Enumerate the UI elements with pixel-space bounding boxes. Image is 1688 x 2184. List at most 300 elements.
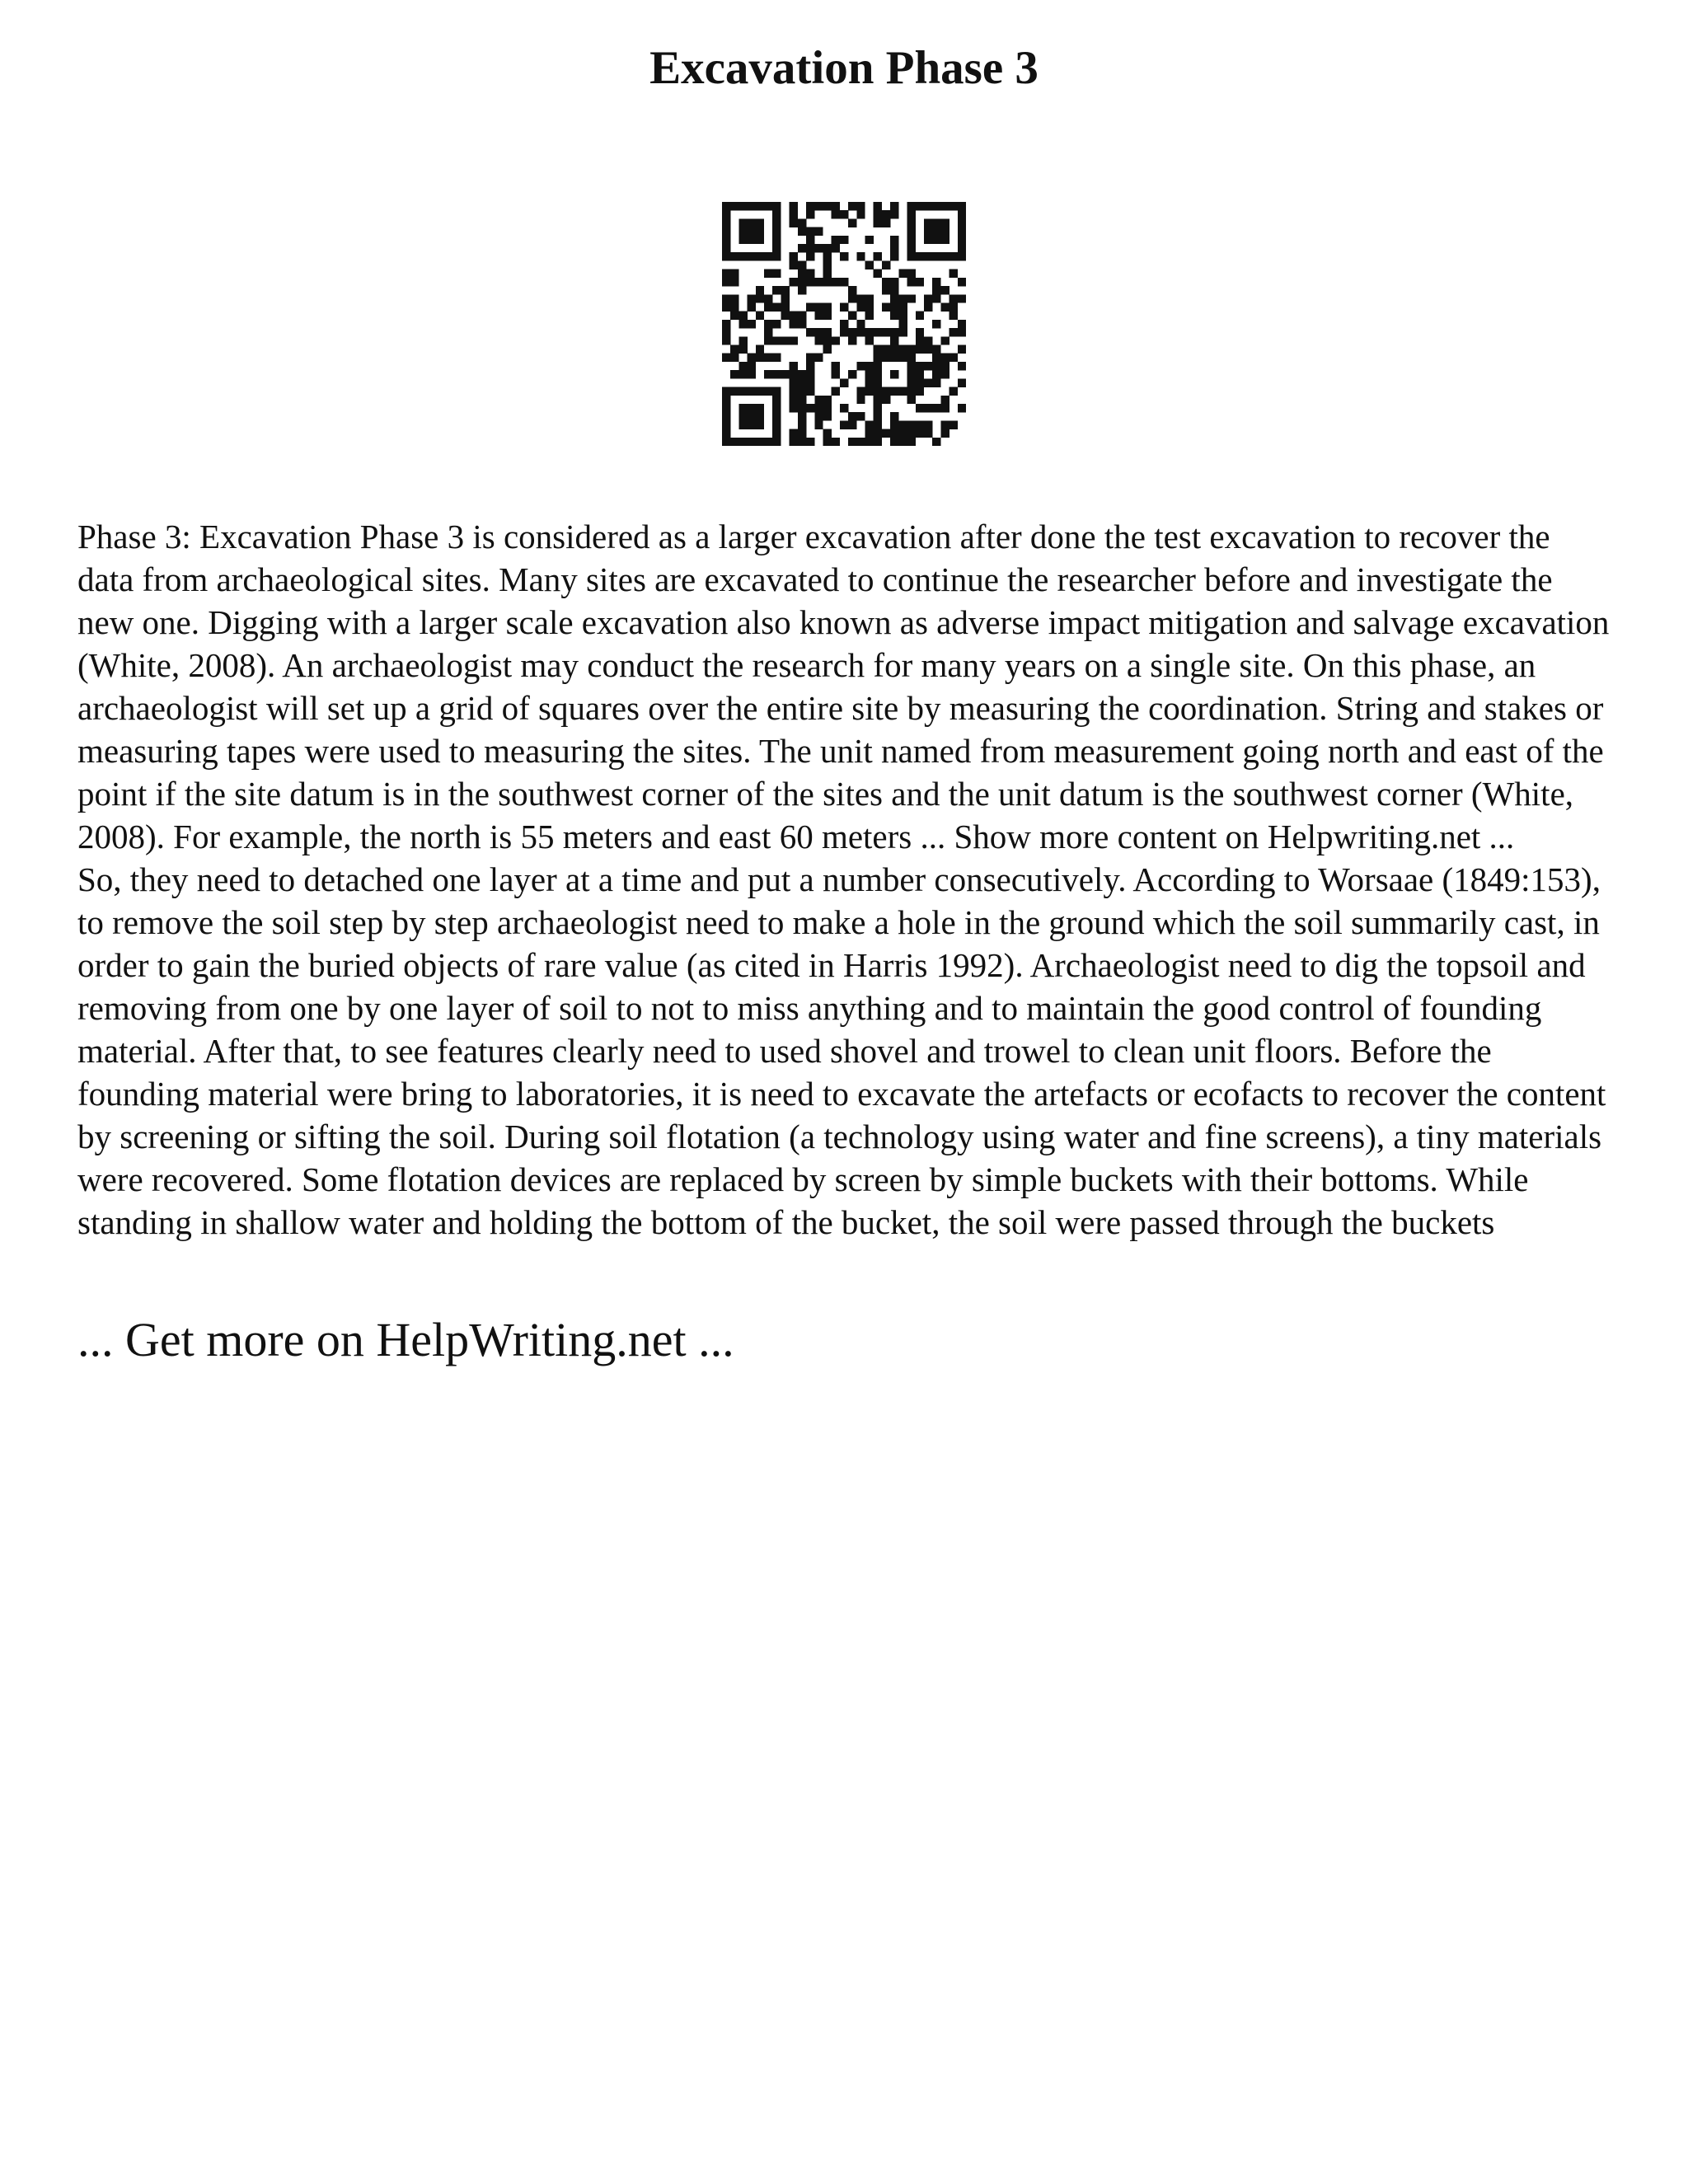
qr-module — [764, 294, 772, 302]
qr-module — [907, 227, 916, 236]
qr-module — [840, 378, 848, 387]
qr-module — [907, 396, 916, 404]
qr-module — [932, 345, 940, 354]
qr-module — [806, 202, 814, 210]
qr-module — [722, 420, 730, 429]
page-title: Excavation Phase 3 — [649, 42, 1039, 94]
qr-module — [814, 244, 823, 252]
qr-module — [924, 252, 932, 260]
qr-module — [898, 387, 907, 396]
qr-module — [907, 244, 916, 252]
qr-module — [840, 320, 848, 328]
qr-module — [772, 286, 781, 294]
qr-module — [738, 362, 747, 370]
qr-module — [798, 320, 806, 328]
qr-module — [916, 387, 924, 396]
qr-module — [722, 328, 730, 336]
qr-module — [781, 312, 789, 320]
qr-module — [814, 302, 823, 311]
qr-module — [730, 294, 738, 302]
qr-module — [907, 202, 916, 210]
qr-module — [790, 378, 798, 387]
qr-module — [865, 370, 874, 378]
qr-module — [806, 236, 814, 244]
qr-module — [814, 328, 823, 336]
qr-module — [958, 218, 966, 227]
qr-module — [958, 236, 966, 244]
qr-module — [865, 294, 874, 302]
qr-module — [890, 438, 898, 446]
qr-module — [756, 218, 764, 227]
qr-module — [916, 370, 924, 378]
qr-module — [722, 354, 730, 362]
qr-module — [940, 336, 949, 344]
qr-module — [890, 286, 898, 294]
qr-module — [950, 420, 958, 429]
qr-module — [748, 202, 756, 210]
qr-module — [840, 302, 848, 311]
qr-module — [790, 202, 798, 210]
qr-module — [832, 278, 840, 286]
qr-module — [958, 227, 966, 236]
qr-module — [722, 429, 730, 438]
qr-module — [916, 252, 924, 260]
qr-module — [798, 269, 806, 278]
qr-module — [738, 412, 747, 420]
qr-module — [764, 387, 772, 396]
qr-module — [814, 227, 823, 236]
qr-module — [958, 404, 966, 412]
qr-module — [848, 294, 856, 302]
qr-module — [940, 396, 949, 404]
qr-module — [772, 320, 781, 328]
qr-module — [865, 429, 874, 438]
qr-module — [832, 438, 840, 446]
qr-module — [806, 387, 814, 396]
qr-module — [730, 269, 738, 278]
qr-module — [738, 320, 747, 328]
qr-module — [730, 438, 738, 446]
qr-module — [907, 252, 916, 260]
qr-module — [798, 387, 806, 396]
qr-module — [730, 252, 738, 260]
qr-module — [790, 387, 798, 396]
qr-module — [764, 336, 772, 344]
qr-module — [950, 328, 958, 336]
qr-module — [940, 218, 949, 227]
qr-module — [890, 252, 898, 260]
qr-module — [932, 378, 940, 387]
qr-module — [898, 420, 907, 429]
qr-module — [874, 269, 882, 278]
qr-module — [756, 286, 764, 294]
qr-module — [907, 210, 916, 218]
qr-module — [898, 354, 907, 362]
qr-module — [764, 252, 772, 260]
qr-module — [840, 328, 848, 336]
qr-module — [865, 312, 874, 320]
paragraph-2: So, they need to detached one layer at a time and put a number consecutively. According to Worsaae (1849:153), to remove the soil step by step archaeologist need to make a hole in the ground which the soil summarily cast, in order to gain the buried objects of rare value (as cited in Harris 1992). Archaeologist need to dig the topsoil and removing from one by one layer of soil to not to miss anything and to maintain the good control of founding material. After that, to see features clearly need to used shovel and trowel to clean unit floors. Before the founding material were bring to laboratories, it is need to excavate the artefacts or ecofacts to recover the content by screening or sifting the soil. During soil flotation (a technology using water and fine screens), a tiny materials were recovered. Some flotation devices are replaced by screen by simple buckets with their bottoms. While standing in shallow water and holding the bottom of the bucket, the soil were passed through the buckets — [77, 860, 1606, 1241]
qr-module — [722, 412, 730, 420]
qr-module — [940, 420, 949, 429]
qr-module — [898, 302, 907, 311]
qr-module — [907, 438, 916, 446]
qr-module — [898, 320, 907, 328]
qr-module — [798, 404, 806, 412]
qr-module — [798, 218, 806, 227]
qr-module — [874, 210, 882, 218]
qr-module — [756, 252, 764, 260]
qr-module — [823, 278, 831, 286]
qr-module — [756, 412, 764, 420]
qr-module — [907, 236, 916, 244]
qr-module — [932, 227, 940, 236]
qr-module — [890, 244, 898, 252]
qr-module — [722, 302, 730, 311]
qr-module — [874, 429, 882, 438]
qr-module — [848, 328, 856, 336]
qr-module — [772, 354, 781, 362]
qr-module — [932, 404, 940, 412]
qr-module — [916, 420, 924, 429]
qr-module — [882, 278, 890, 286]
qr-module — [882, 218, 890, 227]
qr-module — [772, 302, 781, 311]
qr-module — [932, 294, 940, 302]
qr-module — [924, 218, 932, 227]
qr-module — [840, 278, 848, 286]
qr-module — [772, 336, 781, 344]
qr-module — [772, 236, 781, 244]
qr-module — [940, 286, 949, 294]
qr-module — [790, 218, 798, 227]
qr-module — [840, 420, 848, 429]
qr-module — [907, 387, 916, 396]
qr-module — [722, 404, 730, 412]
qr-module — [814, 396, 823, 404]
qr-module — [932, 362, 940, 370]
qr-module — [772, 210, 781, 218]
qr-module — [882, 429, 890, 438]
qr-module — [781, 336, 789, 344]
qr-module — [806, 227, 814, 236]
qr-module — [907, 345, 916, 354]
qr-module — [890, 302, 898, 311]
qr-module — [772, 370, 781, 378]
qr-module — [856, 362, 865, 370]
qr-module — [764, 328, 772, 336]
qr-module — [748, 420, 756, 429]
qr-module — [722, 294, 730, 302]
qr-module — [848, 420, 856, 429]
qr-module — [950, 354, 958, 362]
qr-module — [890, 202, 898, 210]
qr-module — [882, 387, 890, 396]
qr-module — [790, 252, 798, 260]
qr-module — [790, 370, 798, 378]
qr-module — [772, 244, 781, 252]
qr-module — [790, 278, 798, 286]
qr-module — [722, 236, 730, 244]
qr-module — [748, 294, 756, 302]
qr-module — [874, 370, 882, 378]
qr-module — [722, 210, 730, 218]
qr-module — [924, 404, 932, 412]
qr-module — [865, 378, 874, 387]
qr-module — [806, 370, 814, 378]
qr-module — [907, 378, 916, 387]
qr-module — [840, 404, 848, 412]
qr-module — [907, 269, 916, 278]
qr-module — [916, 202, 924, 210]
qr-module — [940, 404, 949, 412]
qr-module — [790, 320, 798, 328]
qr-module — [738, 312, 747, 320]
qr-module — [907, 420, 916, 429]
qr-module — [924, 236, 932, 244]
qr-module — [730, 278, 738, 286]
paragraph-1: Phase 3: Excavation Phase 3 is considered as a larger excavation after done the test excavation to recover the data from archaeological sites. Many sites are excavated to continue the researcher before and investigate the new one. Digging with a larger scale excavation also known as adverse impact mitigation and salvage excavation (White, 2008). An archaeologist may conduct the research for many years on a single site. On this phase, an archaeologist will set up a grid of squares over the entire site by measuring the coordination. String and stakes or measuring tapes were used to measuring the sites. The unit named from measurement going north and east of the point if the site datum is in the southwest corner of the sites and the unit datum is the southwest corner (White, 2008). For example, the north is 55 meters and east 60 meters ... Show more content on Helpwriting.net ... — [77, 518, 1610, 855]
qr-module — [823, 404, 831, 412]
qr-module — [958, 362, 966, 370]
qr-module — [890, 278, 898, 286]
qr-module — [924, 420, 932, 429]
qr-module — [823, 336, 831, 344]
qr-module — [764, 354, 772, 362]
qr-module — [907, 278, 916, 286]
qr-module — [772, 202, 781, 210]
qr-module — [848, 412, 856, 420]
qr-module — [790, 260, 798, 269]
qr-module — [890, 420, 898, 429]
qr-module — [882, 328, 890, 336]
qr-module — [738, 202, 747, 210]
qr-module — [722, 218, 730, 227]
qr-module — [907, 218, 916, 227]
qr-module — [950, 202, 958, 210]
qr-module — [958, 210, 966, 218]
qr-module — [874, 362, 882, 370]
qr-module — [748, 438, 756, 446]
qr-module — [722, 396, 730, 404]
qr-module — [806, 244, 814, 252]
qr-module — [730, 202, 738, 210]
qr-module — [730, 345, 738, 354]
qr-module — [814, 202, 823, 210]
qr-module — [738, 252, 747, 260]
qr-module — [874, 438, 882, 446]
qr-module — [738, 236, 747, 244]
qr-module — [781, 302, 789, 311]
qr-module — [738, 404, 747, 412]
qr-module — [882, 286, 890, 294]
qr-module — [722, 252, 730, 260]
qr-module — [806, 328, 814, 336]
qr-module — [790, 362, 798, 370]
qr-module — [764, 269, 772, 278]
qr-module — [950, 302, 958, 311]
qr-module — [823, 252, 831, 260]
qr-module — [865, 328, 874, 336]
qr-module — [798, 370, 806, 378]
qr-module — [748, 236, 756, 244]
qr-module — [832, 370, 840, 378]
qr-module — [823, 438, 831, 446]
qr-module — [848, 286, 856, 294]
qr-module — [722, 387, 730, 396]
qr-module — [823, 412, 831, 420]
qr-module — [898, 345, 907, 354]
qr-module — [772, 412, 781, 420]
qr-module — [806, 438, 814, 446]
qr-module — [823, 396, 831, 404]
qr-module — [874, 378, 882, 387]
qr-module — [856, 210, 865, 218]
qr-module — [907, 294, 916, 302]
qr-module — [748, 370, 756, 378]
qr-module — [932, 218, 940, 227]
qr-module — [722, 438, 730, 446]
qr-module — [798, 438, 806, 446]
qr-module — [856, 252, 865, 260]
qr-module — [898, 294, 907, 302]
qr-module — [958, 244, 966, 252]
qr-module — [856, 202, 865, 210]
qr-module — [940, 354, 949, 362]
qr-module — [806, 210, 814, 218]
qr-module — [772, 227, 781, 236]
qr-module — [798, 286, 806, 294]
qr-module — [772, 420, 781, 429]
qr-module — [790, 429, 798, 438]
qr-module — [748, 320, 756, 328]
qr-module — [874, 354, 882, 362]
qr-module — [916, 336, 924, 344]
qr-module — [722, 336, 730, 344]
qr-module — [806, 378, 814, 387]
qr-module — [738, 370, 747, 378]
qr-module — [940, 302, 949, 311]
qr-module — [882, 396, 890, 404]
qr-module — [806, 269, 814, 278]
qr-module — [874, 252, 882, 260]
qr-module — [940, 370, 949, 378]
qr-module — [790, 438, 798, 446]
qr-module — [832, 336, 840, 344]
qr-module — [907, 354, 916, 362]
qr-module — [940, 227, 949, 236]
qr-module — [856, 396, 865, 404]
qr-module — [865, 260, 874, 269]
qr-module — [764, 320, 772, 328]
qr-module — [856, 320, 865, 328]
qr-module — [764, 370, 772, 378]
qr-module — [874, 328, 882, 336]
qr-module — [890, 312, 898, 320]
qr-module — [916, 429, 924, 438]
qr-module — [848, 370, 856, 378]
qr-module — [882, 345, 890, 354]
qr-module — [940, 429, 949, 438]
qr-module — [882, 354, 890, 362]
qr-module — [748, 404, 756, 412]
qr-module — [730, 354, 738, 362]
qr-module — [764, 202, 772, 210]
qr-module — [756, 420, 764, 429]
qr-module — [924, 302, 932, 311]
qr-module — [924, 378, 932, 387]
qr-module — [874, 420, 882, 429]
qr-module — [781, 294, 789, 302]
qr-module — [798, 244, 806, 252]
qr-module — [738, 438, 747, 446]
qr-module — [848, 218, 856, 227]
qr-module — [756, 236, 764, 244]
qr-module — [916, 312, 924, 320]
qr-module — [898, 328, 907, 336]
qr-module — [738, 336, 747, 344]
qr-module — [882, 302, 890, 311]
qr-module — [958, 294, 966, 302]
qr-module — [756, 404, 764, 412]
qr-module — [865, 438, 874, 446]
qr-module — [865, 236, 874, 244]
qr-module — [772, 396, 781, 404]
qr-module — [898, 438, 907, 446]
qr-module — [907, 429, 916, 438]
qr-module — [916, 345, 924, 354]
qr-module — [756, 294, 764, 302]
qr-module — [823, 260, 831, 269]
qr-module — [756, 354, 764, 362]
qr-module — [932, 252, 940, 260]
qr-module — [924, 227, 932, 236]
qr-module — [814, 354, 823, 362]
qr-module — [950, 312, 958, 320]
qr-module — [916, 362, 924, 370]
qr-module — [865, 336, 874, 344]
qr-module — [814, 404, 823, 412]
qr-module — [772, 404, 781, 412]
qr-module — [730, 302, 738, 311]
qr-module — [756, 202, 764, 210]
qr-module — [823, 345, 831, 354]
qr-module — [748, 362, 756, 370]
qr-module — [764, 302, 772, 311]
qr-module — [814, 278, 823, 286]
qr-module — [916, 328, 924, 336]
qr-module — [940, 362, 949, 370]
qr-module — [874, 387, 882, 396]
qr-module — [798, 378, 806, 387]
qr-module — [848, 438, 856, 446]
qr-module — [832, 236, 840, 244]
get-more-link[interactable]: ... Get more on HelpWriting.net ... — [77, 1313, 734, 1366]
qr-module — [874, 404, 882, 412]
qr-module — [798, 227, 806, 236]
qr-module — [940, 252, 949, 260]
qr-module — [950, 269, 958, 278]
qr-module — [856, 294, 865, 302]
qr-module — [874, 396, 882, 404]
qr-module — [890, 412, 898, 420]
qr-module — [840, 252, 848, 260]
qr-module — [790, 404, 798, 412]
qr-module — [814, 336, 823, 344]
qr-module — [890, 210, 898, 218]
qr-module — [856, 302, 865, 311]
qr-module — [772, 252, 781, 260]
